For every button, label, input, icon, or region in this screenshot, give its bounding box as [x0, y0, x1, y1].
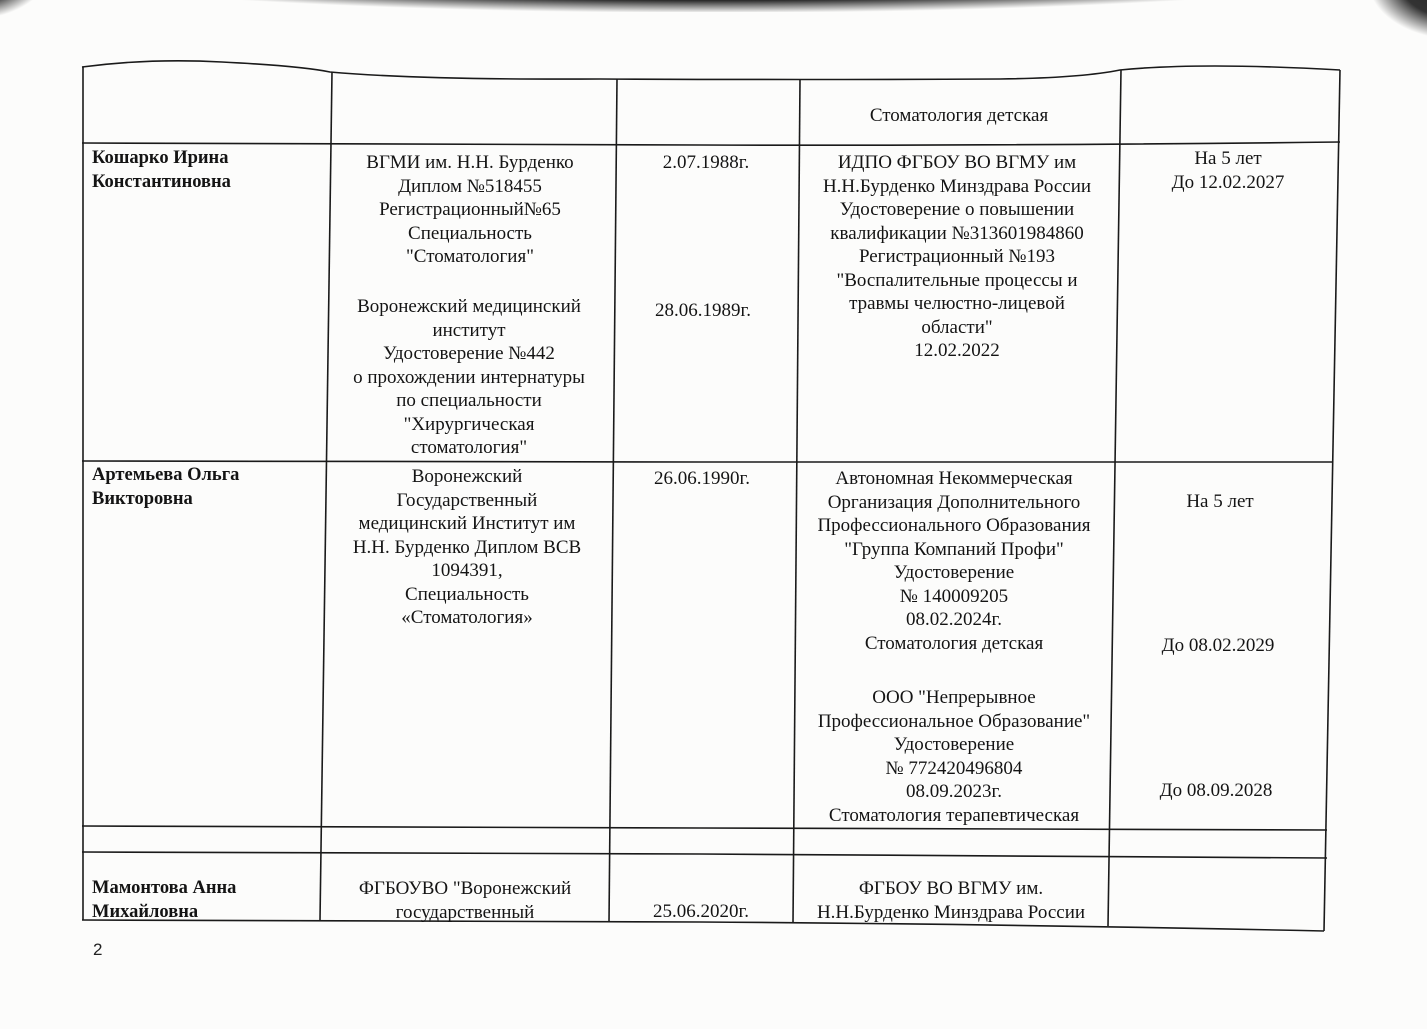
text-line: медицинский Институт им	[358, 513, 576, 534]
text-line: институт	[432, 319, 506, 341]
row-2-course-b	[795, 686, 1113, 827]
name-line: Викторовна	[92, 489, 193, 509]
text-line: Удостоверение о повышении	[839, 199, 1075, 220]
text-line: ФГБОУ ВО ВГМУ им.	[858, 878, 1044, 899]
text-line: 08.02.2024г.	[906, 609, 1002, 630]
text-line: "Воспалительные процессы и	[836, 269, 1078, 291]
row-3-date	[610, 900, 792, 924]
row-1-date-a	[615, 151, 797, 175]
text-line: ООО "Непрерывное	[872, 687, 1036, 708]
text-line: Стоматология детская	[864, 632, 1044, 654]
text-line: "Группа Компаний Профи"	[844, 538, 1064, 560]
text-line: Автономная Некоммерческая	[835, 468, 1073, 489]
text-line: Организация Дополнительного	[827, 491, 1081, 513]
text-line: Диплом №518455	[398, 175, 542, 197]
text-line: государственный	[395, 901, 535, 923]
text-line: «Стоматология»	[401, 607, 533, 628]
row-2-education	[326, 465, 608, 630]
text-line: травмы челюстно-лицевой	[849, 293, 1065, 314]
text-line: Профессионального Образования	[817, 515, 1091, 536]
text-line: На 5 лет	[1194, 148, 1262, 169]
text-line: ФГБОУВО "Воронежский	[358, 878, 572, 899]
text-line: Специальность	[405, 583, 529, 605]
date-text: 28.06.1989г.	[655, 300, 751, 321]
text-line: "Хирургическая	[403, 413, 535, 435]
row-3-course	[793, 877, 1109, 924]
date-text: 26.06.1990г.	[654, 468, 750, 489]
text-line: 08.09.2023г.	[906, 781, 1002, 802]
text-line: Н.Н. Бурденко Диплом ВСВ	[352, 536, 582, 558]
text-line: Удостоверение	[893, 734, 1015, 755]
text-line: Государственный	[396, 489, 538, 511]
course-text: Стоматология детская	[869, 105, 1049, 126]
text-line: До 08.09.2028	[1159, 780, 1273, 801]
photo-shadow	[0, 0, 1427, 12]
column-border-2	[609, 79, 617, 922]
text-line: Удостоверение	[893, 562, 1015, 583]
text-line: Регистрационный№65	[379, 199, 561, 220]
text-line: стоматология"	[410, 437, 528, 458]
text-line: № 140009205	[899, 585, 1009, 607]
row-1-course	[798, 151, 1116, 363]
text-line: Воронежский медицинский	[357, 296, 581, 317]
row-2-validity-a	[1112, 490, 1328, 514]
top-row-course	[800, 104, 1118, 128]
row-2-course-a	[795, 467, 1113, 655]
text-line: До 12.02.2027	[1171, 171, 1285, 193]
row-3-name	[92, 876, 318, 924]
text-line: области"	[921, 316, 993, 338]
row-1-education-b	[330, 295, 608, 460]
text-line: ВГМИ им. Н.Н. Бурденко	[366, 152, 574, 173]
text-line: о прохождении интернатуры	[353, 366, 585, 388]
row-2-date	[611, 467, 793, 491]
text-line: по специальности	[396, 390, 542, 411]
row-divider-3	[82, 826, 1327, 830]
text-line: Н.Н.Бурденко Минздрава России	[816, 901, 1086, 923]
table-top-border	[82, 61, 1340, 80]
row-2-name	[92, 463, 318, 511]
row-1-validity	[1120, 147, 1336, 194]
text-line: Регистрационный №193	[858, 246, 1056, 267]
text-line: 12.02.2022	[914, 340, 1000, 361]
photo-corner-right	[1367, 0, 1427, 40]
name-line: Михайловна	[92, 902, 199, 922]
text-line: 1094391,	[431, 560, 503, 581]
text-line: Воронежский	[411, 466, 523, 487]
row-1-date-b	[612, 299, 794, 323]
text-line: ИДПО ФГБОУ ВО ВГМУ им	[837, 152, 1077, 173]
text-line: № 772420496804	[885, 757, 1023, 779]
row-1-name	[92, 146, 322, 194]
row-2-validity-c	[1108, 779, 1324, 803]
row-3-education	[322, 877, 608, 924]
row-1-education-a	[330, 151, 610, 269]
row-2-validity-b	[1110, 634, 1326, 658]
date-text: 25.06.2020г.	[653, 901, 749, 922]
name-line: Кошарко Ирина	[92, 148, 229, 168]
row-divider-1	[82, 142, 1340, 145]
page-number: 2	[93, 940, 103, 959]
text-line: Стоматология терапевтическая	[828, 804, 1080, 826]
row-divider-4	[82, 852, 1327, 858]
name-line: Мамонтова Анна	[92, 878, 237, 898]
text-line: Профессиональное Образование"	[817, 710, 1091, 732]
text-line: Н.Н.Бурденко Минздрава России	[822, 175, 1092, 197]
text-line: До 08.02.2029	[1161, 635, 1275, 656]
name-line: Константиновна	[92, 172, 231, 192]
text-line: На 5 лет	[1186, 491, 1254, 512]
photo-corner-left	[0, 0, 50, 20]
text-line: Специальность	[408, 222, 532, 244]
date-text: 2.07.1988г.	[662, 152, 750, 173]
text-line: квалификации №313601984860	[830, 222, 1084, 244]
text-line: Удостоверение №442	[383, 343, 555, 364]
name-line: Артемьева Ольга	[92, 465, 240, 485]
text-line: "Стоматология"	[406, 246, 534, 267]
